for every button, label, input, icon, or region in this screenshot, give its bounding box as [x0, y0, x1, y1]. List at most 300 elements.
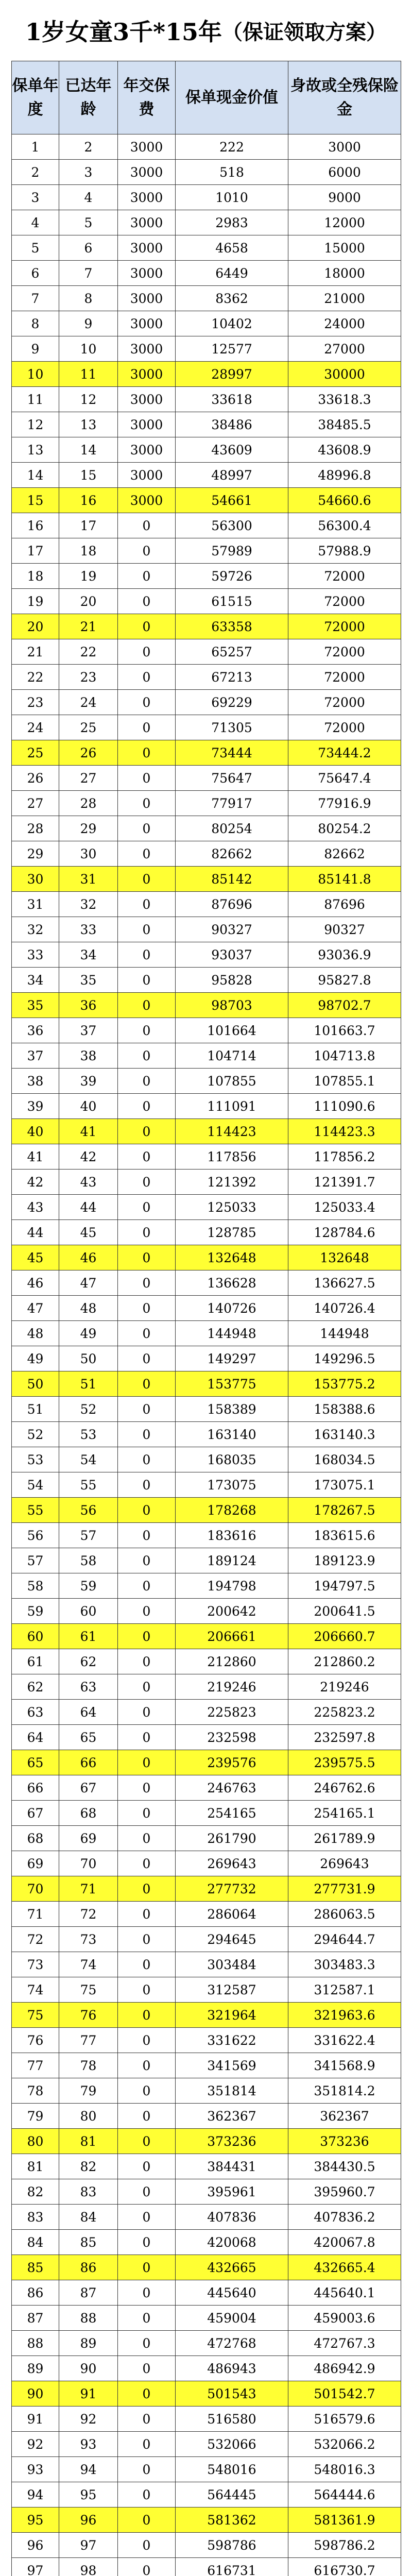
cell-cash-value: 65257: [176, 639, 288, 665]
cell-death-benefit: 125033.4: [288, 1195, 401, 1220]
cell-death-benefit: 212860.2: [288, 1649, 401, 1674]
cell-cash-value: 2983: [176, 210, 288, 235]
cell-death-benefit: 286063.5: [288, 1902, 401, 1927]
cell-annual-premium: 0: [118, 1599, 176, 1624]
cell-cash-value: 59726: [176, 564, 288, 589]
cell-policy-year: 39: [12, 1094, 59, 1119]
cell-death-benefit: 77916.9: [288, 791, 401, 816]
cell-age: 93: [59, 2432, 118, 2457]
cell-death-benefit: 48996.8: [288, 463, 401, 488]
table-row: [12, 1296, 401, 1321]
cell-age: 96: [59, 2507, 118, 2533]
cell-annual-premium: 0: [118, 1270, 176, 1296]
cell-age: 43: [59, 1170, 118, 1195]
table-row: [12, 791, 401, 816]
cell-death-benefit: 9000: [288, 185, 401, 210]
cell-annual-premium: 0: [118, 1195, 176, 1220]
cell-policy-year: 8: [12, 311, 59, 336]
cell-age: 59: [59, 1573, 118, 1599]
cell-death-benefit: 501542.7: [288, 2381, 401, 2406]
table-row: [12, 1548, 401, 1573]
cell-death-benefit: 121391.7: [288, 1170, 401, 1195]
table-row: [12, 589, 401, 614]
cell-death-benefit: 73444.2: [288, 740, 401, 766]
cell-age: 78: [59, 2053, 118, 2078]
cell-policy-year: 94: [12, 2482, 59, 2507]
cell-age: 9: [59, 311, 118, 336]
table-row: [12, 2003, 401, 2028]
cell-cash-value: 82662: [176, 841, 288, 867]
cell-age: 41: [59, 1119, 118, 1144]
cell-annual-premium: 0: [118, 1498, 176, 1523]
cell-age: 75: [59, 1977, 118, 2003]
cell-death-benefit: 90327: [288, 917, 401, 942]
cell-age: 21: [59, 614, 118, 639]
cell-death-benefit: 21000: [288, 286, 401, 311]
cell-annual-premium: 0: [118, 816, 176, 841]
cell-policy-year: 28: [12, 816, 59, 841]
cell-cash-value: 246763: [176, 1775, 288, 1801]
table-row: [12, 2558, 401, 2576]
cell-death-benefit: 303483.3: [288, 1952, 401, 1977]
table-row: [12, 1270, 401, 1296]
cell-death-benefit: 72000: [288, 614, 401, 639]
cell-annual-premium: 0: [118, 2482, 176, 2507]
cell-age: 39: [59, 1069, 118, 1094]
cell-cash-value: 239576: [176, 1750, 288, 1775]
cell-age: 81: [59, 2129, 118, 2154]
cell-annual-premium: 0: [118, 2230, 176, 2255]
cell-annual-premium: 3000: [118, 387, 176, 412]
cell-death-benefit: 54660.6: [288, 488, 401, 513]
cell-policy-year: 36: [12, 1018, 59, 1043]
cell-cash-value: 183616: [176, 1523, 288, 1548]
cell-policy-year: 35: [12, 993, 59, 1018]
cell-cash-value: 4658: [176, 235, 288, 261]
cell-annual-premium: 0: [118, 2432, 176, 2457]
table-row: [12, 1851, 401, 1876]
cell-cash-value: 38486: [176, 412, 288, 437]
cell-annual-premium: 3000: [118, 235, 176, 261]
cell-annual-premium: 0: [118, 1977, 176, 2003]
cell-cash-value: 445640: [176, 2280, 288, 2306]
cell-policy-year: 29: [12, 841, 59, 867]
cell-policy-year: 14: [12, 463, 59, 488]
table-row: [12, 816, 401, 841]
table-row: [12, 311, 401, 336]
table-row: [12, 1094, 401, 1119]
cell-death-benefit: 56300.4: [288, 513, 401, 538]
cell-annual-premium: 0: [118, 917, 176, 942]
cell-cash-value: 321964: [176, 2003, 288, 2028]
cell-death-benefit: 341568.9: [288, 2053, 401, 2078]
cell-policy-year: 42: [12, 1170, 59, 1195]
cell-annual-premium: 3000: [118, 488, 176, 513]
cell-death-benefit: 239575.5: [288, 1750, 401, 1775]
cell-age: 46: [59, 1245, 118, 1270]
cell-death-benefit: 158388.6: [288, 1397, 401, 1422]
cell-cash-value: 472768: [176, 2331, 288, 2356]
table-row: [12, 235, 401, 261]
cell-age: 42: [59, 1144, 118, 1170]
cell-cash-value: 261790: [176, 1826, 288, 1851]
cell-cash-value: 222: [176, 134, 288, 160]
cell-annual-premium: 0: [118, 1296, 176, 1321]
cell-death-benefit: 111090.6: [288, 1094, 401, 1119]
cell-policy-year: 63: [12, 1700, 59, 1725]
cell-annual-premium: 0: [118, 715, 176, 740]
cell-death-benefit: 85141.8: [288, 867, 401, 892]
cell-annual-premium: 0: [118, 1826, 176, 1851]
cell-annual-premium: 0: [118, 614, 176, 639]
cell-cash-value: 516580: [176, 2406, 288, 2432]
cell-death-benefit: 114423.3: [288, 1119, 401, 1144]
cell-age: 94: [59, 2457, 118, 2482]
cell-policy-year: 68: [12, 1826, 59, 1851]
cell-cash-value: 87696: [176, 892, 288, 917]
cell-death-benefit: 206660.7: [288, 1624, 401, 1649]
cell-age: 76: [59, 2003, 118, 2028]
cell-cash-value: 269643: [176, 1851, 288, 1876]
cell-policy-year: 81: [12, 2154, 59, 2179]
cell-age: 62: [59, 1649, 118, 1674]
table-row: [12, 690, 401, 715]
cell-policy-year: 43: [12, 1195, 59, 1220]
cell-policy-year: 50: [12, 1371, 59, 1397]
cell-death-benefit: 57988.9: [288, 538, 401, 564]
cell-cash-value: 80254: [176, 816, 288, 841]
cell-death-benefit: 107855.1: [288, 1069, 401, 1094]
cell-policy-year: 4: [12, 210, 59, 235]
cell-age: 52: [59, 1397, 118, 1422]
table-row: [12, 160, 401, 185]
cell-policy-year: 32: [12, 917, 59, 942]
cell-annual-premium: 0: [118, 589, 176, 614]
table-row: [12, 1144, 401, 1170]
cell-death-benefit: 80254.2: [288, 816, 401, 841]
cell-cash-value: 518: [176, 160, 288, 185]
cell-death-benefit: 598786.2: [288, 2533, 401, 2558]
cell-death-benefit: 178267.5: [288, 1498, 401, 1523]
cell-policy-year: 2: [12, 160, 59, 185]
cell-policy-year: 26: [12, 766, 59, 791]
cell-annual-premium: 3000: [118, 463, 176, 488]
cell-death-benefit: 144948: [288, 1321, 401, 1346]
table-row: [12, 2533, 401, 2558]
cell-cash-value: 114423: [176, 1119, 288, 1144]
cell-cash-value: 254165: [176, 1801, 288, 1826]
cell-cash-value: 225823: [176, 1700, 288, 1725]
cell-policy-year: 66: [12, 1775, 59, 1801]
cell-cash-value: 136628: [176, 1270, 288, 1296]
cell-age: 60: [59, 1599, 118, 1624]
cell-annual-premium: 0: [118, 766, 176, 791]
cell-cash-value: 28997: [176, 362, 288, 387]
cell-annual-premium: 0: [118, 1170, 176, 1195]
cell-cash-value: 153775: [176, 1371, 288, 1397]
cell-policy-year: 38: [12, 1069, 59, 1094]
cell-annual-premium: 0: [118, 2507, 176, 2533]
cell-annual-premium: 0: [118, 1851, 176, 1876]
title-sub: （保证领取方案）: [222, 20, 387, 44]
cell-death-benefit: 432665.4: [288, 2255, 401, 2280]
cell-cash-value: 194798: [176, 1573, 288, 1599]
table-row: [12, 993, 401, 1018]
cell-cash-value: 294645: [176, 1927, 288, 1952]
cell-policy-year: 64: [12, 1725, 59, 1750]
cell-age: 24: [59, 690, 118, 715]
cell-age: 22: [59, 639, 118, 665]
cell-age: 98: [59, 2558, 118, 2576]
cell-age: 67: [59, 1775, 118, 1801]
cell-policy-year: 22: [12, 665, 59, 690]
table-row: [12, 1952, 401, 1977]
cell-death-benefit: 261789.9: [288, 1826, 401, 1851]
table-row: [12, 1447, 401, 1472]
cell-age: 16: [59, 488, 118, 513]
cell-death-benefit: 117856.2: [288, 1144, 401, 1170]
title-main: 1岁女童3千*15年: [25, 18, 222, 46]
cell-age: 5: [59, 210, 118, 235]
cell-cash-value: 286064: [176, 1902, 288, 1927]
cell-annual-premium: 0: [118, 2104, 176, 2129]
cell-cash-value: 117856: [176, 1144, 288, 1170]
cell-policy-year: 93: [12, 2457, 59, 2482]
cell-cash-value: 104714: [176, 1043, 288, 1069]
table-row: [12, 1170, 401, 1195]
cell-annual-premium: 0: [118, 2381, 176, 2406]
cell-policy-year: 13: [12, 437, 59, 463]
cell-cash-value: 331622: [176, 2028, 288, 2053]
table-row: [12, 1018, 401, 1043]
cell-annual-premium: 3000: [118, 286, 176, 311]
cell-age: 12: [59, 387, 118, 412]
cell-policy-year: 7: [12, 286, 59, 311]
table-row: [12, 1523, 401, 1548]
cell-cash-value: 501543: [176, 2381, 288, 2406]
cell-death-benefit: 87696: [288, 892, 401, 917]
cell-cash-value: 303484: [176, 1952, 288, 1977]
cell-age: 71: [59, 1876, 118, 1902]
cell-annual-premium: 3000: [118, 412, 176, 437]
cell-cash-value: 341569: [176, 2053, 288, 2078]
cell-cash-value: 43609: [176, 437, 288, 463]
cell-age: 90: [59, 2356, 118, 2381]
cell-death-benefit: 362367: [288, 2104, 401, 2129]
cell-death-benefit: 136627.5: [288, 1270, 401, 1296]
cell-annual-premium: 0: [118, 2306, 176, 2331]
table-row: [12, 1775, 401, 1801]
cell-annual-premium: 0: [118, 2280, 176, 2306]
cell-age: 88: [59, 2306, 118, 2331]
table-row: [12, 1599, 401, 1624]
cell-policy-year: 56: [12, 1523, 59, 1548]
cell-cash-value: 73444: [176, 740, 288, 766]
table-row: [12, 2280, 401, 2306]
cell-annual-premium: 0: [118, 1952, 176, 1977]
benefit-table: [11, 61, 401, 2576]
cell-cash-value: 6449: [176, 261, 288, 286]
table-row: [12, 665, 401, 690]
cell-cash-value: 93037: [176, 942, 288, 968]
cell-annual-premium: 0: [118, 1700, 176, 1725]
cell-policy-year: 9: [12, 336, 59, 362]
cell-policy-year: 3: [12, 185, 59, 210]
cell-age: 30: [59, 841, 118, 867]
cell-policy-year: 48: [12, 1321, 59, 1346]
cell-death-benefit: 6000: [288, 160, 401, 185]
cell-annual-premium: 0: [118, 2533, 176, 2558]
cell-death-benefit: 472767.3: [288, 2331, 401, 2356]
cell-age: 53: [59, 1422, 118, 1447]
cell-policy-year: 44: [12, 1220, 59, 1245]
cell-annual-premium: 3000: [118, 336, 176, 362]
cell-death-benefit: 254165.1: [288, 1801, 401, 1826]
table-row: [12, 336, 401, 362]
cell-policy-year: 49: [12, 1346, 59, 1371]
cell-cash-value: 61515: [176, 589, 288, 614]
cell-cash-value: 125033: [176, 1195, 288, 1220]
cell-policy-year: 19: [12, 589, 59, 614]
table-row: [12, 1321, 401, 1346]
cell-age: 3: [59, 160, 118, 185]
cell-cash-value: 54661: [176, 488, 288, 513]
cell-policy-year: 51: [12, 1397, 59, 1422]
cell-age: 82: [59, 2154, 118, 2179]
cell-death-benefit: 294644.7: [288, 1927, 401, 1952]
cell-cash-value: 140726: [176, 1296, 288, 1321]
table-row: [12, 2205, 401, 2230]
cell-age: 89: [59, 2331, 118, 2356]
cell-death-benefit: 516579.6: [288, 2406, 401, 2432]
cell-annual-premium: 0: [118, 513, 176, 538]
cell-policy-year: 82: [12, 2179, 59, 2205]
cell-cash-value: 144948: [176, 1321, 288, 1346]
cell-death-benefit: 101663.7: [288, 1018, 401, 1043]
cell-age: 58: [59, 1548, 118, 1573]
cell-annual-premium: 0: [118, 993, 176, 1018]
cell-death-benefit: 269643: [288, 1851, 401, 1876]
table-row: [12, 210, 401, 235]
cell-policy-year: 79: [12, 2104, 59, 2129]
cell-death-benefit: 459003.6: [288, 2306, 401, 2331]
cell-policy-year: 58: [12, 1573, 59, 1599]
cell-cash-value: 75647: [176, 766, 288, 791]
cell-death-benefit: 3000: [288, 134, 401, 160]
cell-annual-premium: 0: [118, 867, 176, 892]
table-row: [12, 1245, 401, 1270]
cell-policy-year: 67: [12, 1801, 59, 1826]
cell-death-benefit: 331622.4: [288, 2028, 401, 2053]
table-row: [12, 2406, 401, 2432]
cell-cash-value: 163140: [176, 1422, 288, 1447]
cell-policy-year: 74: [12, 1977, 59, 2003]
cell-cash-value: 312587: [176, 1977, 288, 2003]
cell-policy-year: 97: [12, 2558, 59, 2576]
cell-age: 48: [59, 1296, 118, 1321]
cell-death-benefit: 93036.9: [288, 942, 401, 968]
cell-annual-premium: 0: [118, 2205, 176, 2230]
cell-age: 23: [59, 665, 118, 690]
cell-age: 44: [59, 1195, 118, 1220]
cell-policy-year: 27: [12, 791, 59, 816]
cell-policy-year: 52: [12, 1422, 59, 1447]
cell-cash-value: 581362: [176, 2507, 288, 2533]
cell-age: 47: [59, 1270, 118, 1296]
cell-death-benefit: 128784.6: [288, 1220, 401, 1245]
cell-age: 29: [59, 816, 118, 841]
table-row: [12, 1397, 401, 1422]
cell-death-benefit: 532066.2: [288, 2432, 401, 2457]
cell-policy-year: 11: [12, 387, 59, 412]
cell-age: 17: [59, 513, 118, 538]
cell-age: 50: [59, 1346, 118, 1371]
table-header-row: [12, 61, 401, 134]
cell-policy-year: 24: [12, 715, 59, 740]
cell-age: 51: [59, 1371, 118, 1397]
cell-death-benefit: 373236: [288, 2129, 401, 2154]
table-row: [12, 1750, 401, 1775]
cell-policy-year: 78: [12, 2078, 59, 2104]
cell-cash-value: 71305: [176, 715, 288, 740]
cell-annual-premium: 0: [118, 1043, 176, 1069]
cell-annual-premium: 0: [118, 564, 176, 589]
cell-cash-value: 90327: [176, 917, 288, 942]
table-row: [12, 362, 401, 387]
table-row: [12, 1876, 401, 1902]
cell-death-benefit: 104713.8: [288, 1043, 401, 1069]
cell-policy-year: 45: [12, 1245, 59, 1270]
cell-death-benefit: 153775.2: [288, 1371, 401, 1397]
cell-cash-value: 132648: [176, 1245, 288, 1270]
table-row: [12, 2331, 401, 2356]
cell-age: 84: [59, 2205, 118, 2230]
table-row: [12, 1195, 401, 1220]
table-row: [12, 1119, 401, 1144]
cell-death-benefit: 72000: [288, 715, 401, 740]
table-row: [12, 437, 401, 463]
cell-death-benefit: 219246: [288, 1674, 401, 1700]
table-row: [12, 1498, 401, 1523]
cell-cash-value: 200642: [176, 1599, 288, 1624]
cell-annual-premium: 0: [118, 2078, 176, 2104]
cell-cash-value: 432665: [176, 2255, 288, 2280]
cell-annual-premium: 0: [118, 1094, 176, 1119]
cell-policy-year: 46: [12, 1270, 59, 1296]
cell-cash-value: 12577: [176, 336, 288, 362]
header-cash-value: 保单现金价值: [176, 61, 288, 134]
cell-cash-value: 598786: [176, 2533, 288, 2558]
cell-policy-year: 69: [12, 1851, 59, 1876]
cell-annual-premium: 0: [118, 1876, 176, 1902]
cell-cash-value: 111091: [176, 1094, 288, 1119]
table-row: [12, 134, 401, 160]
cell-death-benefit: 72000: [288, 639, 401, 665]
cell-policy-year: 30: [12, 867, 59, 892]
cell-policy-year: 59: [12, 1599, 59, 1624]
table-row: [12, 1725, 401, 1750]
cell-death-benefit: 15000: [288, 235, 401, 261]
cell-annual-premium: 0: [118, 2356, 176, 2381]
cell-annual-premium: 0: [118, 1649, 176, 1674]
cell-death-benefit: 27000: [288, 336, 401, 362]
cell-policy-year: 76: [12, 2028, 59, 2053]
cell-policy-year: 89: [12, 2356, 59, 2381]
cell-cash-value: 10402: [176, 311, 288, 336]
cell-death-benefit: 321963.6: [288, 2003, 401, 2028]
cell-policy-year: 37: [12, 1043, 59, 1069]
cell-annual-premium: 0: [118, 740, 176, 766]
